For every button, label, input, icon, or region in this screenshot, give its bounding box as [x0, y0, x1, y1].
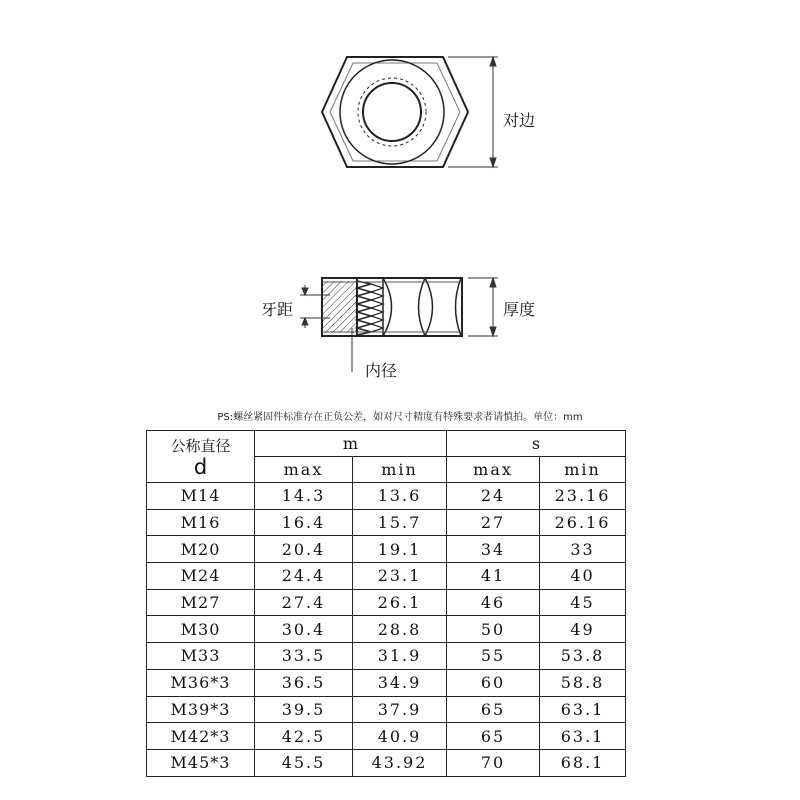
cell-m-min: 13.6 [353, 483, 447, 510]
cell-m-max: 42.5 [255, 723, 353, 750]
cell-s-max: 27 [447, 509, 540, 536]
cell-size: M36*3 [147, 669, 255, 696]
cell-m-max: 14.3 [255, 483, 353, 510]
table-row [147, 616, 626, 643]
cell-size: M33 [147, 643, 255, 670]
cell-m-min: 23.1 [353, 563, 447, 590]
header-nominal-label: 公称直径 [170, 436, 231, 455]
thickness-dimension [468, 278, 498, 336]
table-row [147, 563, 626, 590]
cell-s-max: 46 [447, 589, 540, 616]
cell-size: M45*3 [147, 749, 255, 776]
cell-m-min: 28.8 [353, 616, 447, 643]
cell-s-min: 40 [540, 563, 626, 590]
hex-outline [322, 57, 468, 167]
cell-size: M39*3 [147, 696, 255, 723]
table-row [147, 696, 626, 723]
cell-s-min: 63.1 [540, 696, 626, 723]
cell-m-max: 27.4 [255, 589, 353, 616]
cell-size: M14 [147, 483, 255, 510]
cell-m-min: 26.1 [353, 589, 447, 616]
cell-m-max: 16.4 [255, 509, 353, 536]
cell-s-min: 49 [540, 616, 626, 643]
cell-size: M16 [147, 509, 255, 536]
cell-s-min: 63.1 [540, 723, 626, 750]
cell-m-min: 40.9 [353, 723, 447, 750]
cell-s-max: 50 [447, 616, 540, 643]
cell-s-min: 33 [540, 536, 626, 563]
cell-size: M30 [147, 616, 255, 643]
cell-size: M24 [147, 563, 255, 590]
cell-s-max: 55 [447, 643, 540, 670]
thread-pitch-label: 牙距 [261, 300, 294, 319]
cell-m-min: 43.92 [353, 749, 447, 776]
cell-s-max: 34 [447, 536, 540, 563]
cell-s-max: 65 [447, 696, 540, 723]
cell-m-min: 31.9 [353, 643, 447, 670]
cell-m-max: 33.5 [255, 643, 353, 670]
nut-side-view [322, 278, 462, 336]
cell-s-min: 23.16 [540, 483, 626, 510]
cell-size: M27 [147, 589, 255, 616]
header-nominal-diameter [147, 431, 255, 483]
table-row [147, 723, 626, 750]
bore-circle [363, 83, 421, 141]
cell-m-min: 15.7 [353, 509, 447, 536]
header-m: m [255, 431, 447, 457]
cell-s-min: 58.8 [540, 669, 626, 696]
cell-m-max: 39.5 [255, 696, 353, 723]
header-s: s [447, 431, 626, 457]
cell-m-min: 34.9 [353, 669, 447, 696]
cell-s-min: 68.1 [540, 749, 626, 776]
table-row [147, 589, 626, 616]
table-row [147, 669, 626, 696]
nut-top-view [322, 57, 468, 167]
table-row [147, 536, 626, 563]
table-row [147, 509, 626, 536]
tolerance-note: PS:螺丝紧固件标准存在正负公差，如对尺寸精度有特殊要求者请慎拍。单位：mm [217, 412, 583, 423]
cell-s-max: 41 [447, 563, 540, 590]
cell-s-max: 60 [447, 669, 540, 696]
cell-s-min: 53.8 [540, 643, 626, 670]
cell-size: M42*3 [147, 723, 255, 750]
cell-s-min: 26.16 [540, 509, 626, 536]
cell-m-min: 19.1 [353, 536, 447, 563]
cell-m-max: 30.4 [255, 616, 353, 643]
header-s-min: min [540, 457, 626, 483]
table-row [147, 483, 626, 510]
cell-s-max: 24 [447, 483, 540, 510]
across-flats-dimension [448, 57, 498, 167]
cell-m-min: 37.9 [353, 696, 447, 723]
header-d-label: d [193, 454, 208, 479]
header-m-max: max [255, 457, 353, 483]
cell-s-max: 65 [447, 723, 540, 750]
header-m-min: min [353, 457, 447, 483]
cell-size: M20 [147, 536, 255, 563]
cell-m-max: 36.5 [255, 669, 353, 696]
cell-m-max: 24.4 [255, 563, 353, 590]
cell-s-max: 70 [447, 749, 540, 776]
across-flats-label: 对边 [503, 111, 536, 130]
spec-table [146, 430, 626, 777]
thickness-label: 厚度 [503, 300, 536, 319]
cell-m-max: 45.5 [255, 749, 353, 776]
table-row [147, 749, 626, 776]
cell-m-max: 20.4 [255, 536, 353, 563]
header-s-max: max [447, 457, 540, 483]
cell-s-min: 45 [540, 589, 626, 616]
thread-circle [358, 78, 426, 146]
inner-diameter-label: 内径 [365, 361, 398, 380]
table-row [147, 643, 626, 670]
chamfer-circle [340, 60, 444, 164]
